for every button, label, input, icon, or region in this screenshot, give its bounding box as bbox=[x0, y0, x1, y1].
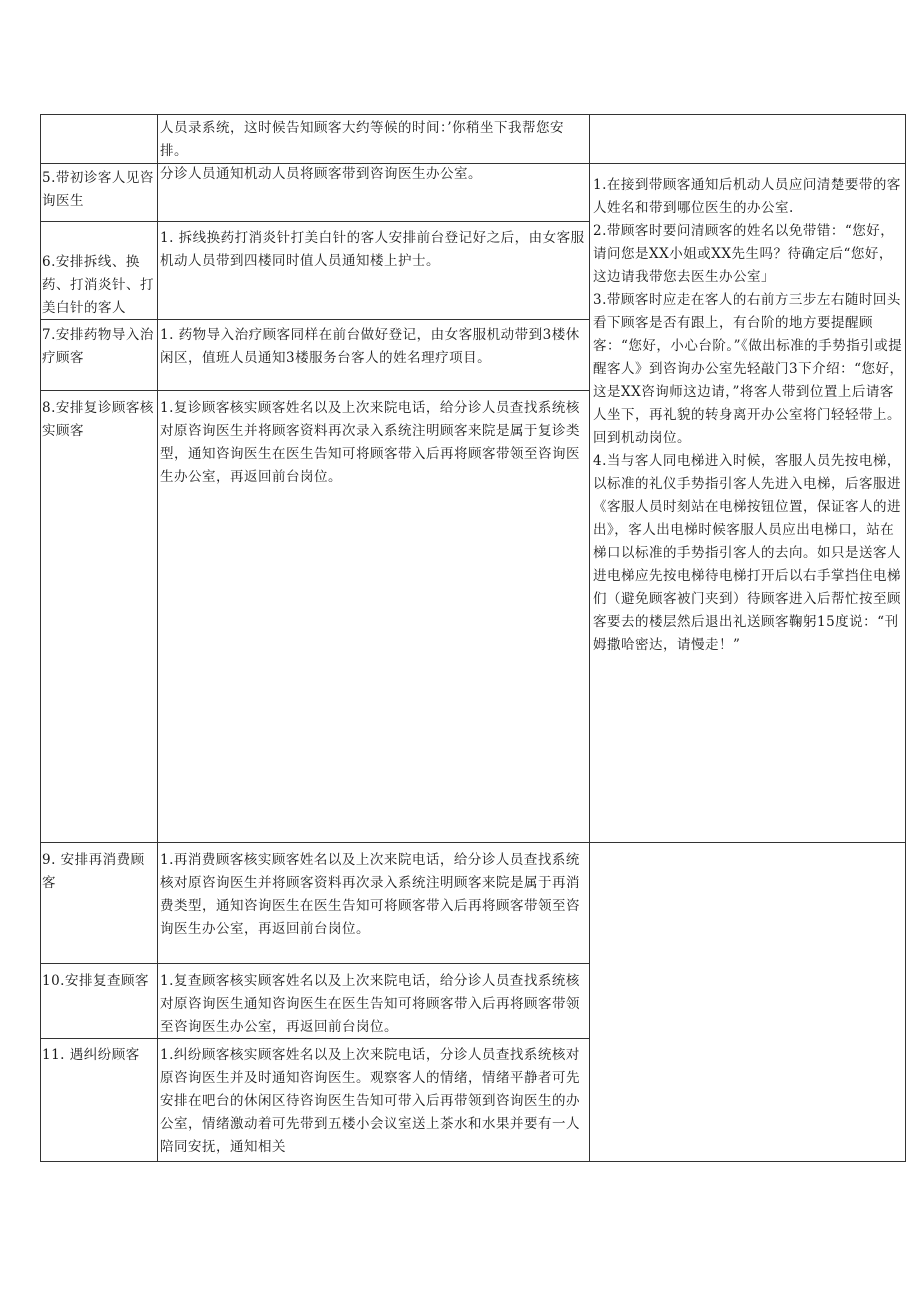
row-divider bbox=[40, 390, 590, 391]
row7-procedure: 1. 药物导入治疗顾客同样在前台做好登记，由女客服机动带到3楼休闲区，值班人员通知3楼服务台客人的姓名理疗项目。 bbox=[160, 327, 580, 366]
row11-label: 11. 遇纠纷顾客 bbox=[42, 1047, 140, 1063]
table-border-bottom bbox=[40, 1161, 906, 1162]
column-divider-1 bbox=[157, 114, 158, 1162]
note-1: 1.在接到带顾客通知后机动人员应问清楚要带的客人姓名和带到哪位医生的办公室. bbox=[593, 177, 901, 216]
row6-procedure: 1. 拆线换药打消炎针打美白针的客人安排前台登记好之后，由女客服机动人员带到四楼同时值人员通知楼上护士。 bbox=[160, 230, 585, 269]
row-divider bbox=[40, 842, 590, 843]
row5-label: 5.带初诊客人见咨询医生 bbox=[42, 170, 154, 209]
row8-label: 8.安排复诊顾客核实顾客 bbox=[42, 400, 154, 439]
table-border-top bbox=[40, 114, 906, 115]
row5-procedure: 分诊人员通知机动人员将顾客带到咨询医生办公室。 bbox=[160, 166, 482, 182]
row10-label: 10.安排复查顾客 bbox=[42, 973, 149, 989]
row8-procedure: 1.复诊顾客核实顾客姓名以及上次来院电话，给分诊人员查找系统核对原咨询医生并将顾客资料再次录入系统注明顾客来院是属于复诊类型，通知咨询医生在医生告知可将顾客带入后再将顾客带领至咨询医生办公室，再返回前台岗位。 bbox=[160, 400, 580, 485]
row-divider bbox=[40, 221, 590, 222]
column-divider-2 bbox=[589, 114, 590, 1162]
table-border-right bbox=[905, 114, 906, 1162]
row-divider bbox=[589, 163, 906, 164]
row9-label: 9. 安排再消费顾客 bbox=[42, 852, 145, 891]
note-4: 4.当与客人同电梯进入时候，客服人员先按电梯，以标准的礼仪手势指引客人先进入电梯，后客服进《客服人员时刻站在电梯按钮位置，保证客人的进出》，客人出电梯时候客服人员应出电梯口，站在梯口以标准的手势指引客人的去向。如只是送客人进电梯应先按电梯待电梯打开后以右手掌挡住电梯们（避免顾客被门夹到）待顾客进入后帮忙按至顾客要去的楼层然后退出礼送顾客鞠躬15度说：“刊姆撒哈密达，请慢走！” bbox=[593, 453, 901, 653]
row-divider bbox=[40, 963, 590, 964]
row-divider bbox=[589, 842, 906, 843]
table-border-left bbox=[40, 114, 41, 1162]
note-2: 2.带顾客时要问清顾客的姓名以免带错：“您好，请问您是XX小姐或XX先生吗？待确定后“您好，这边请我带您去医生办公室」 bbox=[593, 223, 895, 285]
row10-procedure: 1.复查顾客核实顾客姓名以及上次来院电话，给分诊人员查找系统核对原咨询医生通知咨询医生在医生告知可将顾客带入后再将顾客带领至咨询医生办公室，再返回前台岗位。 bbox=[160, 973, 580, 1035]
row7-label: 7.安排药物导入治疗顾客 bbox=[42, 327, 154, 366]
notes-block bbox=[593, 174, 904, 657]
row9-procedure: 1.再消费顾客核实顾客姓名以及上次来院电话，给分诊人员查找系统核对原咨询医生并将顾客资料再次录入系统注明顾客来院是属于再消费类型，通知咨询医生在医生告知可将顾客带入后再将顾客带领至咨询医生办公室，再返回前台岗位。 bbox=[160, 852, 580, 937]
row6-label: 6.安排拆线、换药、打消炎针、打美白针的客人 bbox=[42, 254, 154, 316]
row0-procedure: 人员录系统，这时候告知顾客大约等候的时间：’你稍坐下我帮您安排。 bbox=[160, 120, 565, 159]
note-3: 3.带顾客时应走在客人的右前方三步左右随时回头看下顾客是否有跟上，有台阶的地方要提醒顾客：“您好，小心台阶。”《做出标准的手势指引或提醒客人》到咨询办公室先轻敲门3下介绍：“您好，这是XX咨询师这边请，”将客人带到位置上后请客人坐下，再礼貌的转身离开办公室将门轻轻带上。回到机动岗位。 bbox=[593, 292, 904, 446]
row11-procedure: 1.纠纷顾客核实顾客姓名以及上次来院电话，分诊人员查找系统核对原咨询医生并及时通知咨询医生。观察客人的情绪，情绪平静者可先安排在吧台的休闲区待咨询医生告知可带入后再带领到咨询医生的办公室，情绪激动着可先带到五楼小会议室送上茶水和水果并要有一人陪同安抚，通知相关 bbox=[160, 1047, 580, 1155]
